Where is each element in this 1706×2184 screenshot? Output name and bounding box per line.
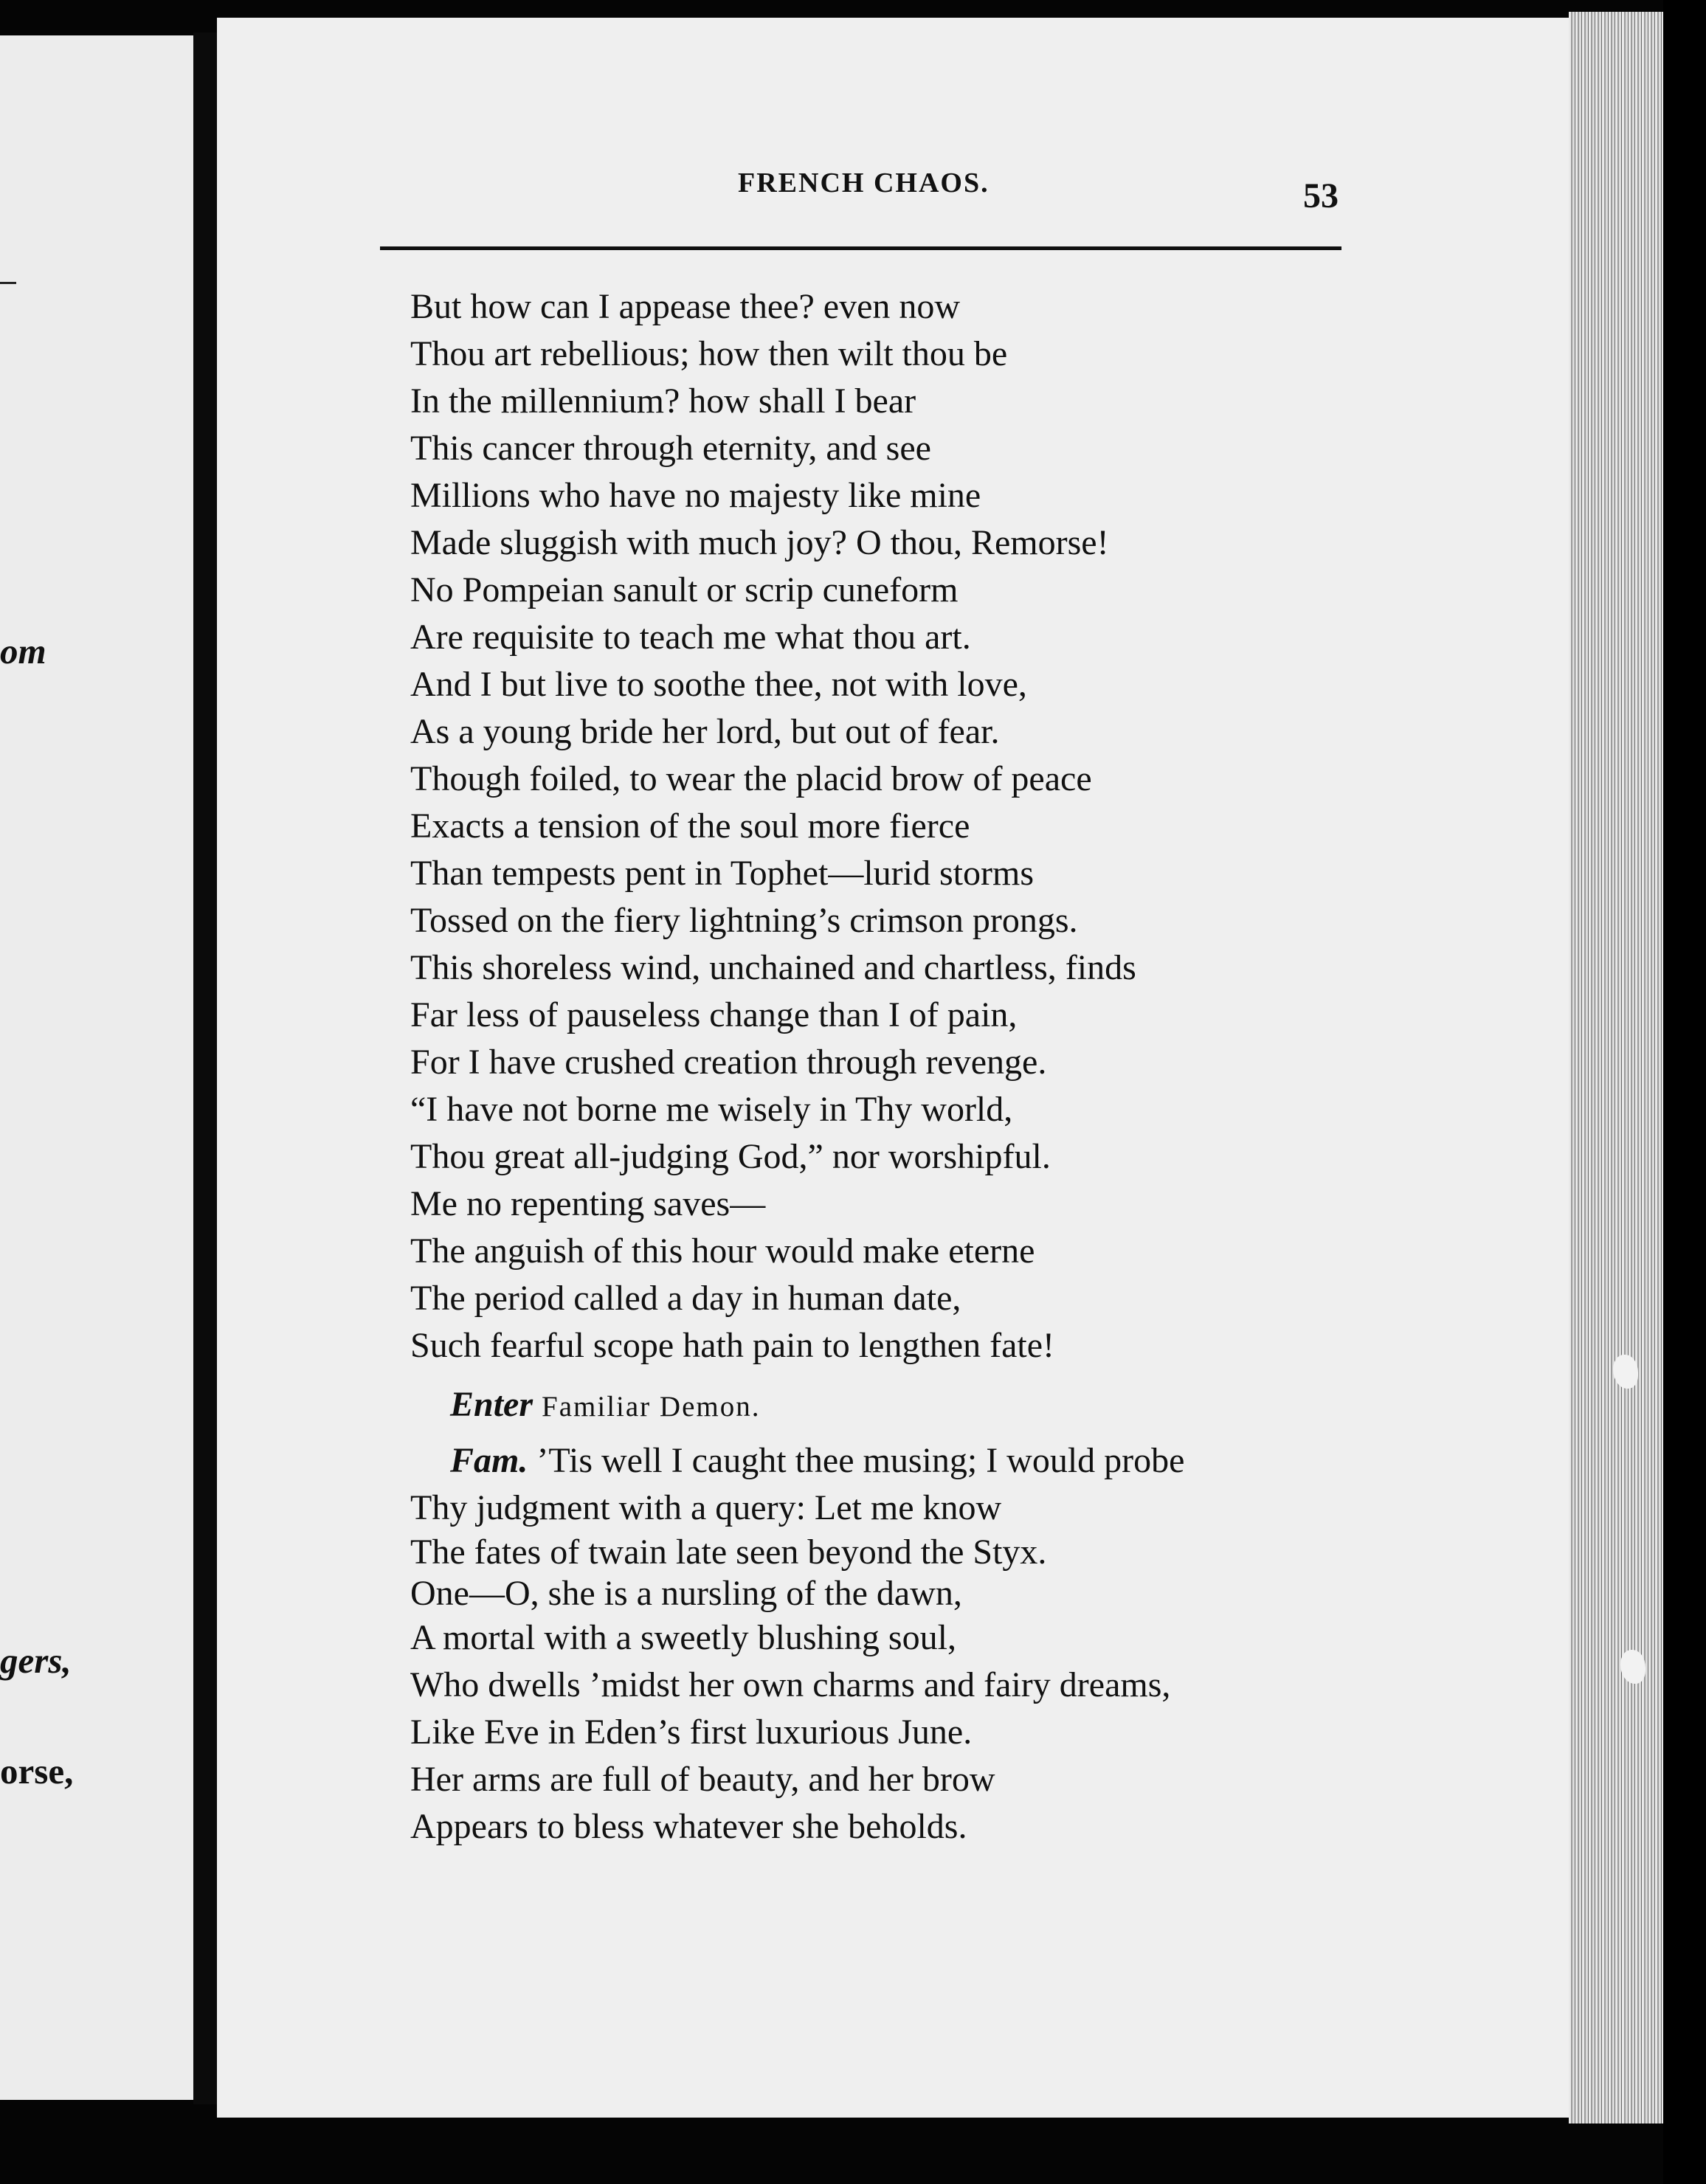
book-gutter (193, 32, 217, 2104)
left-page-fragment: gers, (0, 1640, 72, 1681)
poem-line: As a young bride her lord, but out of fear. (410, 712, 1000, 751)
poem-line: Than tempests pent in Tophet—lurid storms (410, 854, 1034, 893)
speech-line: Like Eve in Eden’s first luxurious June. (410, 1713, 973, 1752)
left-page (0, 35, 196, 2100)
poem-text (410, 283, 1488, 1369)
poem-line: Such fearful scope hath pain to lengthen fate! (410, 1326, 1054, 1365)
speech-line: One—O, she is a nursling of the dawn, (410, 1574, 962, 1613)
speech-line: Appears to bless whatever she beholds. (410, 1807, 967, 1846)
speech-line: The fates of twain late seen beyond the Styx. (410, 1532, 1047, 1572)
poem-line: Made sluggish with much joy? O thou, Remorse! (410, 523, 1109, 562)
poem-line: Are requisite to teach me what thou art. (410, 618, 971, 657)
poem-line: Tossed on the fiery lightning’s crimson prongs. (410, 901, 1078, 940)
speaker-name: Fam. (450, 1441, 528, 1480)
left-page-fragment: orse, (0, 1751, 74, 1791)
page-number: 53 (1303, 176, 1339, 215)
left-page-dash (0, 282, 16, 284)
poem-line: “I have not borne me wisely in Thy world, (410, 1090, 1013, 1129)
header-rule (380, 246, 1341, 250)
poem-line: Thou great all-judging God,” nor worshipful. (410, 1137, 1051, 1176)
page-edge-shadow (1663, 0, 1706, 2184)
speech-opening-line (410, 1437, 1488, 1485)
poem-line: This cancer through eternity, and see (410, 429, 931, 468)
poem-line: The anguish of this hour would make eterne (410, 1231, 1035, 1271)
poem-line: Millions who have no majesty like mine (410, 476, 981, 515)
poem-line: No Pompeian sanult or scrip cuneform (410, 570, 959, 609)
poem-line: This shoreless wind, unchained and chartless, finds (410, 948, 1136, 987)
page-edge-spot (1613, 1355, 1638, 1389)
page-edge-spot (1620, 1650, 1645, 1684)
poem-line: Though foiled, to wear the placid brow of peace (410, 759, 1092, 798)
poem-line: Thou art rebellious; how then wilt thou be (410, 334, 1008, 373)
dialogue-block (410, 1381, 1488, 1850)
running-title: FRENCH CHAOS. (738, 167, 990, 198)
speech-line: A mortal with a sweetly blushing soul, (410, 1618, 956, 1657)
poem-line: In the millennium? how shall I bear (410, 381, 916, 421)
poem-line: Exacts a tension of the soul more fierce (410, 806, 970, 846)
left-page-fragment: om (0, 631, 46, 671)
stage-direction-character: Familiar Demon. (542, 1391, 761, 1423)
page-edge-stack (1569, 12, 1663, 2123)
speech-first-line: ’Tis well I caught thee musing; I would probe (536, 1441, 1185, 1480)
speech-lines (410, 1485, 1488, 1850)
poem-line: And I but live to soothe thee, not with love, (410, 665, 1027, 704)
poem-line: For I have crushed creation through revenge. (410, 1043, 1047, 1082)
poem-line: But how can I appease thee? even now (410, 287, 961, 326)
poem-line: The period called a day in human date, (410, 1279, 961, 1318)
speech-line: Her arms are full of beauty, and her brow (410, 1760, 995, 1799)
stage-direction (410, 1381, 1488, 1428)
speech-line: Thy judgment with a query: Let me know (410, 1488, 1002, 1527)
poem-line: Me no repenting saves— (410, 1184, 766, 1223)
stage-direction-verb: Enter (450, 1385, 533, 1424)
poem-line: Far less of pauseless change than I of pain, (410, 995, 1018, 1034)
speech-line: Who dwells ’midst her own charms and fairy dreams, (410, 1665, 1171, 1704)
